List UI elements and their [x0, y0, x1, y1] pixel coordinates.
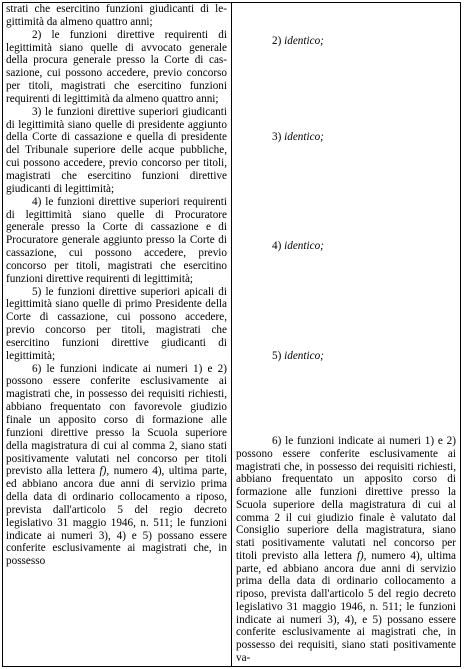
column-divider [231, 2, 232, 667]
left-paragraph-2: 2) le funzioni direttive requirenti di legittimità siano quelle di avvocato generale della procura generale presso la Corte di cassazione, cui possono accedere, previo concorso per titoli, magistrati che esercitino funzioni requirenti di legittimità da almeno quattro anni; [6, 28, 227, 105]
left-paragraph-6 [6, 363, 227, 569]
left-p6-text-a: 6) le funzioni indicate ai numeri 1) e 2) possono essere conferite esclusivamente ai magistrati che, in possesso dei requisiti richiesti, abbiano frequentato con favorevole giudizio finale un apposito corso di formazione alle funzioni direttive presso la Scuola superiore della magistratura di cui al comma 2, siano stati positivamente valutati nel concorso per titoli previsto alla lettera [6, 362, 227, 478]
right-p6-text-a: 6) le funzioni indicate ai numeri 1) e 2) possono essere conferite esclusivamente ai magistrati che, in possesso dei requisiti richiesti, abbiano frequentato un apposito corso di formazione alle funzioni direttive presso la Scuola superiore della magistratura di cui al comma 2 il cui giudizio finale è valutato dal Consiglio superiore della magistratura, siano stati positivamente valutati nel concorso per titoli previsto alla lettera [236, 435, 456, 562]
right-identico-5-word: identico; [284, 350, 324, 362]
right-identico-4-number: 4) [272, 240, 282, 252]
right-identico-2 [272, 35, 324, 48]
right-identico-5 [272, 350, 324, 363]
right-p6-letter-f: f), [356, 549, 367, 562]
left-paragraph-4: 4) le funzioni direttive superiori requirenti di legittimità siano quelle di Procuratore generale presso la Corte di cassazione e di Procuratore generale aggiunto presso la Corte di cassazione, cui possono accedere, previo concorso per titoli, magistrati che esercitino funzioni direttive requirenti di legittimità; [6, 195, 227, 285]
right-identico-4 [272, 240, 324, 253]
left-p6-text-b: numero 4), ultima parte, ed abbiano ancora due anni di servizio prima della data di ordinario collocamento a riposo, prevista dall'articolo 5 del regio decreto legislativo 31 maggio 1946, n. 511; le funzioni indicate ai numeri 3), 4) e 5) possano essere conferite esclusivamente ai magistrati che, in possesso [6, 465, 227, 568]
right-paragraph-6 [236, 435, 456, 665]
right-identico-4-word: identico; [284, 240, 324, 252]
right-identico-2-number: 2) [272, 35, 282, 47]
left-column [6, 3, 227, 568]
left-paragraph-continuation: strati che esercitino funzioni giudicanti di legittimità da almeno quattro anni; [6, 3, 227, 28]
right-identico-2-word: identico; [284, 35, 324, 47]
right-identico-5-number: 5) [272, 350, 282, 362]
left-paragraph-3: 3) le funzioni direttive superiori giudicanti di legittimità siano quelle di presidente aggiunto della Corte di cassazione e quella di presidente del Tribunale superiore delle acque pubbliche, cui possono accedere, previo concorso per titoli, magistrati che esercitino funzioni direttive giudicanti di legittimità; [6, 105, 227, 195]
right-identico-3-word: identico; [284, 131, 324, 143]
right-identico-3 [272, 131, 324, 144]
right-p6-text [236, 435, 456, 665]
right-identico-3-number: 3) [272, 131, 282, 143]
left-p6-letter-f: f), [99, 465, 110, 478]
left-paragraph-5: 5) le funzioni direttive superiori apicali di legittimità siano quelle di primo Presidente della Corte di cassazione, cui possono accedere, previo concorso per titoli, magistrati che esercitino funzioni direttive giudicanti di legittimità; [6, 285, 227, 362]
right-p6-text-b: numero 4), ultima parte, ed abbiano ancora due anni di servizio prima della data di ordinario collocamento a riposo, prevista dall'articolo 5 del regio decreto legislativo 31 maggio 1946, n. 511; le funzioni indicate ai numeri 3), 4), e 5) possano essere conferite esclusivamente ai magistrati che, in possesso dei requisiti, siano stati positivamente va- [236, 549, 456, 664]
